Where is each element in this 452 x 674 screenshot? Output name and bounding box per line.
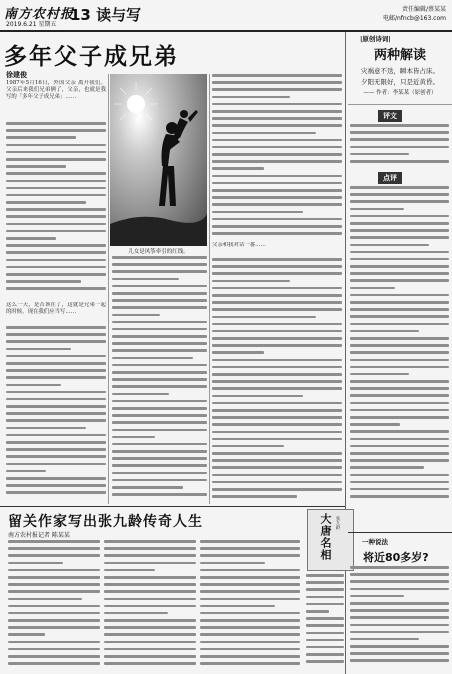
article-col1-text: 这么一天，是否该在了，这就是兄弟一起的时候。现在我们应当写…… xyxy=(6,302,106,316)
section-divider xyxy=(348,532,452,533)
page-number: 13 xyxy=(70,6,91,24)
masthead: 南方农村报 xyxy=(4,7,75,22)
editor-name: 责任编辑/蔡某某 xyxy=(401,6,446,13)
poem-section-label: |原创诗词| xyxy=(360,35,391,43)
article-intro: 1987年5月16日，外国父亲 离开我们。父亲后来我们兄弟俩了，父亲，也就是我写的「多年父子成兄弟」…… xyxy=(6,80,106,101)
section-divider xyxy=(0,506,345,507)
issue-date: 2019.6.21 星期五 xyxy=(6,21,57,28)
article-column-1b xyxy=(6,326,106,504)
article-headline: 多年父子成兄弟 xyxy=(4,44,179,70)
article-column-1 xyxy=(6,122,106,300)
book-cover xyxy=(307,509,354,571)
article-photo xyxy=(110,74,207,246)
page-header xyxy=(0,0,452,32)
article-column-3 xyxy=(212,74,342,240)
poem-line: 夕阳无限好，只是近黄昏。 xyxy=(361,78,439,86)
second-article-col-4 xyxy=(306,574,344,674)
right-column-divider xyxy=(345,32,346,674)
second-article-col-1 xyxy=(8,540,100,674)
poem-body xyxy=(350,66,450,99)
father-son-silhouette-image xyxy=(110,74,207,246)
section-title xyxy=(70,4,141,25)
editor-info xyxy=(383,5,446,23)
book-subtitle: 张九龄 xyxy=(335,516,340,530)
section-divider xyxy=(348,104,452,105)
footer-text xyxy=(350,566,449,674)
footer-headline: 将近80多岁? xyxy=(363,551,429,564)
footer-section-tag: 一种说法 xyxy=(362,538,388,546)
editor-email: 电邮/nfncb@163.com xyxy=(382,15,446,22)
poem-title: 两种解读 xyxy=(373,48,426,63)
article-col3-text: 父亲和我对话一番…… xyxy=(212,242,266,248)
review-tag: 评文 xyxy=(378,110,402,122)
comment-tag: 点评 xyxy=(378,172,402,184)
photo-caption: 儿女是风筝牵引的红线。 xyxy=(128,249,189,255)
column-divider xyxy=(108,74,109,504)
poem-author: —— 作者：李某某（原创者） xyxy=(363,90,437,96)
second-article-col-3 xyxy=(200,540,300,674)
column-divider xyxy=(209,74,210,504)
review-text xyxy=(350,124,449,168)
second-article-author: 南方农村报记者 陈某某 xyxy=(8,532,70,539)
second-article-col-2 xyxy=(104,540,196,674)
article-column-3b xyxy=(212,258,342,504)
comment-text xyxy=(350,186,449,526)
section-name: 读与写 xyxy=(96,6,142,24)
poem-line: 灾祸意不迭，瞬本皆占床。 xyxy=(361,67,439,75)
article-author: 徐建俊 xyxy=(6,71,27,79)
book-title: 大唐名相 xyxy=(319,513,332,561)
article-column-2 xyxy=(112,256,207,504)
second-article-headline: 留关作家写出张九龄传奇人生 xyxy=(8,514,203,530)
